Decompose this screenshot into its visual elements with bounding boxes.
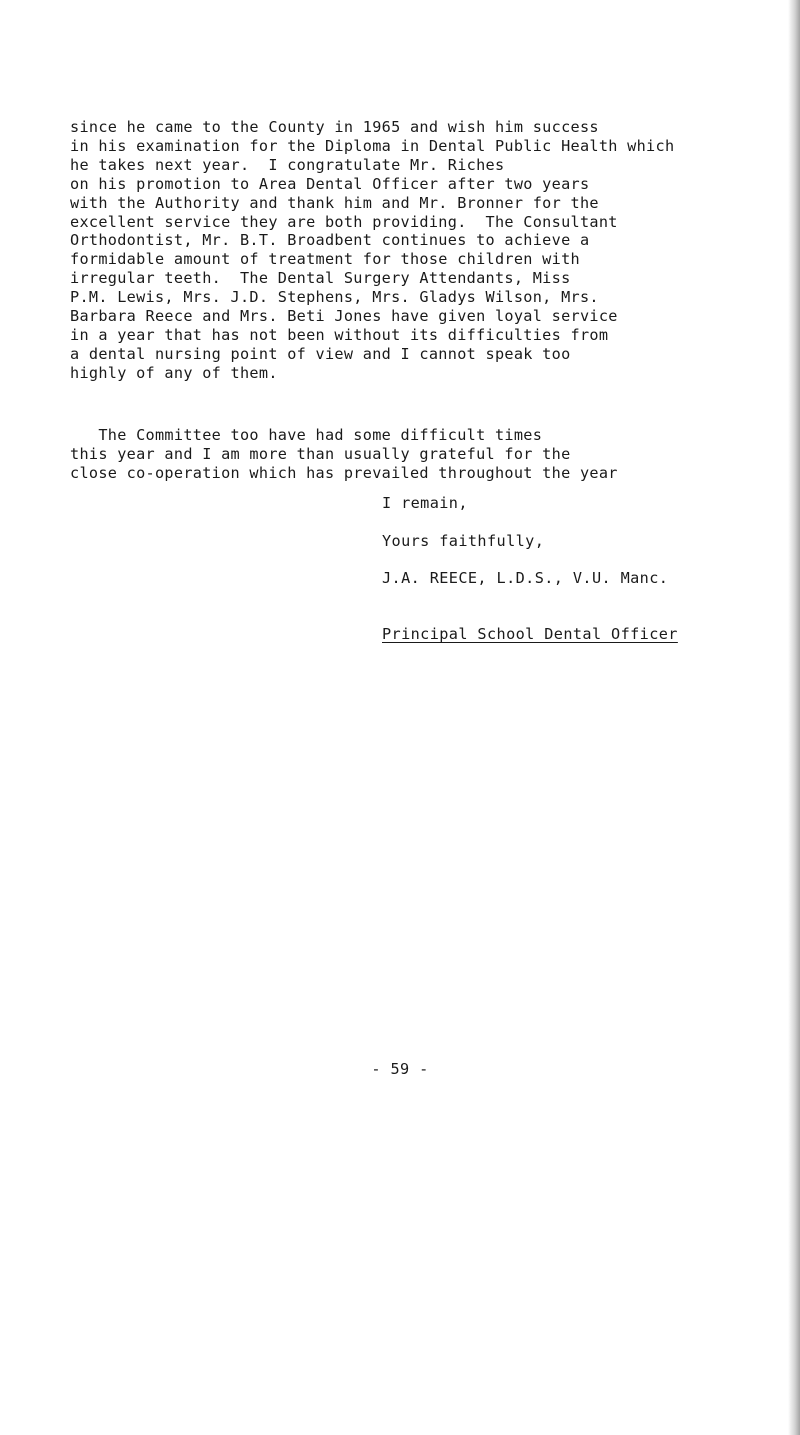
text-line: irregular teeth. The Dental Surgery Attendants, Miss xyxy=(70,269,571,288)
text-line: Orthodontist, Mr. B.T. Broadbent continues to achieve a xyxy=(70,231,590,250)
text-line: in a year that has not been without its difficulties from xyxy=(70,325,609,344)
body-paragraph-2 xyxy=(70,426,800,483)
text-line: a dental nursing point of view and I cannot speak too xyxy=(70,344,571,363)
closing-yours-faithfully: Yours faithfully, xyxy=(382,532,545,550)
text-line: Barbara Reece and Mrs. Beti Jones have given loyal service xyxy=(70,307,618,326)
signatory-name: J.A. REECE, L.D.S., V.U. Manc. xyxy=(382,569,669,587)
text-line: since he came to the County in 1965 and wish him success xyxy=(70,118,599,136)
text-line: close co-operation which has prevailed throughout the year xyxy=(70,463,618,482)
signatory-title: Principal School Dental Officer xyxy=(382,625,678,643)
page-number: - 59 - xyxy=(371,1060,429,1078)
body-paragraph-1 xyxy=(70,118,800,383)
text-line: The Committee too have had some difficult times xyxy=(70,426,543,444)
text-line: excellent service they are both providing. The Consultant xyxy=(70,212,618,231)
text-line: this year and I am more than usually grateful for the xyxy=(70,444,571,463)
text-line: with the Authority and thank him and Mr. Bronner for the xyxy=(70,193,599,212)
closing-remain: I remain, xyxy=(382,494,468,512)
text-line: in his examination for the Diploma in Dental Public Health which xyxy=(70,136,675,155)
text-line: highly of any of them. xyxy=(70,363,278,382)
text-line: formidable amount of treatment for those children with xyxy=(70,250,580,269)
text-line: he takes next year. I congratulate Mr. Riches xyxy=(70,155,505,174)
text-line: P.M. Lewis, Mrs. J.D. Stephens, Mrs. Gladys Wilson, Mrs. xyxy=(70,288,599,307)
text-line: on his promotion to Area Dental Officer after two years xyxy=(70,174,590,193)
